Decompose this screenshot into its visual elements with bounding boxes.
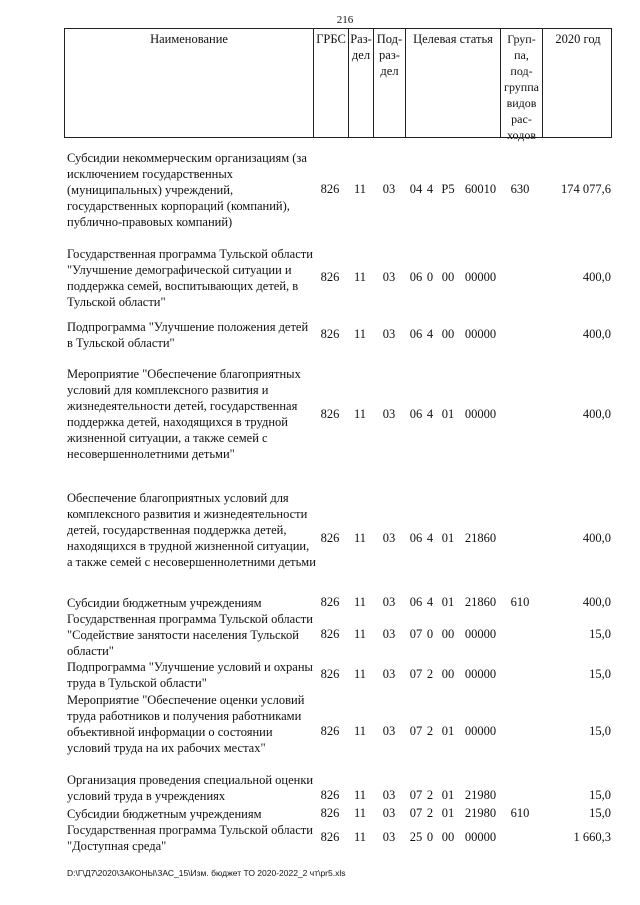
grbs-cell: 826 xyxy=(320,531,340,545)
target-part3-cell: 00 xyxy=(441,830,455,844)
razdel-cell: 11 xyxy=(353,407,367,421)
podrazdel-cell: 03 xyxy=(382,182,396,196)
target-part4-cell: 00000 xyxy=(464,270,497,284)
target-part2-cell: 2 xyxy=(426,667,434,681)
target-part2-cell: 2 xyxy=(426,806,434,820)
row-name: Субсидии бюджетным учреждениям xyxy=(67,807,262,821)
amount-cell: 15,0 xyxy=(589,724,611,738)
podrazdel-cell: 03 xyxy=(382,806,396,820)
target-part3-cell: 01 xyxy=(441,788,455,802)
target-part3-cell: P5 xyxy=(441,182,455,196)
row-name: Подпрограмма "Улучшение условий и охраны труда в Тульской области" xyxy=(67,660,313,690)
grbs-cell: 826 xyxy=(320,327,340,341)
razdel-cell: 11 xyxy=(353,667,367,681)
expense-group-cell: 630 xyxy=(510,182,530,196)
target-part3-cell: 00 xyxy=(441,270,455,284)
expense-group-cell: 610 xyxy=(510,806,530,820)
target-part3-cell: 01 xyxy=(441,724,455,738)
expense-group-cell: 610 xyxy=(510,595,530,609)
target-part2-cell: 4 xyxy=(426,595,434,609)
razdel-cell: 11 xyxy=(353,627,367,641)
row-name: Мероприятие "Обеспечение оценки условий труда работников и получения работниками объективной информации о состоянии условий труда на их рабочих местах" xyxy=(67,693,305,755)
grbs-cell: 826 xyxy=(320,182,340,196)
target-part4-cell: 00000 xyxy=(464,724,497,738)
target-part2-cell: 0 xyxy=(426,270,434,284)
row-name: Обеспечение благоприятных условий для комплексного развития и жизнедеятельности детей, государственная поддержка детей, находящихся в трудной жизненной ситуации, а также семей с несовершеннолетними детьми xyxy=(67,491,316,569)
target-part1-cell: 07 xyxy=(409,667,423,681)
row-name: Организация проведения специальной оценки условий труда в учреждениях xyxy=(67,773,314,803)
target-part2-cell: 4 xyxy=(426,182,434,196)
amount-cell: 400,0 xyxy=(582,595,611,609)
row-name: Государственная программа Тульской области "Улучшение демографической ситуации и поддержка семей, воспитывающих детей, в Тульской области" xyxy=(67,247,313,309)
target-part1-cell: 25 xyxy=(409,830,423,844)
row-name: Субсидии бюджетным учреждениям xyxy=(67,596,262,610)
table-header xyxy=(64,28,612,142)
amount-cell: 174 077,6 xyxy=(561,182,611,196)
amount-cell: 400,0 xyxy=(582,270,611,284)
target-part1-cell: 06 xyxy=(409,407,423,421)
target-part1-cell: 07 xyxy=(409,724,423,738)
podrazdel-cell: 03 xyxy=(382,270,396,284)
grbs-cell: 826 xyxy=(320,595,340,609)
grbs-cell: 826 xyxy=(320,627,340,641)
target-part3-cell: 01 xyxy=(441,806,455,820)
header-podrazdel: Под- раз- дел xyxy=(376,32,403,78)
amount-cell: 400,0 xyxy=(582,327,611,341)
amount-cell: 400,0 xyxy=(582,531,611,545)
podrazdel-cell: 03 xyxy=(382,595,396,609)
grbs-cell: 826 xyxy=(320,724,340,738)
grbs-cell: 826 xyxy=(320,407,340,421)
target-part1-cell: 07 xyxy=(409,788,423,802)
target-part2-cell: 0 xyxy=(426,830,434,844)
target-part4-cell: 21980 xyxy=(464,806,497,820)
razdel-cell: 11 xyxy=(353,531,367,545)
target-part1-cell: 06 xyxy=(409,327,423,341)
amount-cell: 15,0 xyxy=(589,788,611,802)
amount-cell: 15,0 xyxy=(589,806,611,820)
header-year: 2020 год xyxy=(555,32,601,46)
razdel-cell: 11 xyxy=(353,327,367,341)
grbs-cell: 826 xyxy=(320,667,340,681)
file-path-footer: D:\Г\Д7\2020\ЗАКОНЫ\ЗАС_15\Изм. бюджет ТО 2020-2022_2 чт\pr5.xls xyxy=(67,868,346,878)
target-part1-cell: 07 xyxy=(409,627,423,641)
podrazdel-cell: 03 xyxy=(382,627,396,641)
amount-cell: 400,0 xyxy=(582,407,611,421)
podrazdel-cell: 03 xyxy=(382,407,396,421)
razdel-cell: 11 xyxy=(353,806,367,820)
target-part2-cell: 2 xyxy=(426,788,434,802)
target-part4-cell: 60010 xyxy=(464,182,497,196)
razdel-cell: 11 xyxy=(353,724,367,738)
razdel-cell: 11 xyxy=(353,270,367,284)
grbs-cell: 826 xyxy=(320,830,340,844)
row-name: Подпрограмма "Улучшение положения детей в Тульской области" xyxy=(67,320,309,350)
podrazdel-cell: 03 xyxy=(382,327,396,341)
target-part4-cell: 00000 xyxy=(464,627,497,641)
podrazdel-cell: 03 xyxy=(382,788,396,802)
amount-cell: 15,0 xyxy=(589,667,611,681)
row-name: Государственная программа Тульской области "Доступная среда" xyxy=(67,823,313,853)
header-razdel: Раз- дел xyxy=(350,32,372,62)
razdel-cell: 11 xyxy=(353,788,367,802)
amount-cell: 1 660,3 xyxy=(573,830,611,844)
target-part3-cell: 01 xyxy=(441,531,455,545)
podrazdel-cell: 03 xyxy=(382,531,396,545)
target-part1-cell: 06 xyxy=(409,531,423,545)
target-part2-cell: 2 xyxy=(426,724,434,738)
target-part3-cell: 01 xyxy=(441,595,455,609)
razdel-cell: 11 xyxy=(353,830,367,844)
target-part1-cell: 06 xyxy=(409,595,423,609)
target-part4-cell: 00000 xyxy=(464,407,497,421)
row-name: Субсидии некоммерческим организациям (за исключением государственных (муниципальных) учреждений, государственных корпораций (компаний), публично-правовых компаний) xyxy=(67,151,307,229)
grbs-cell: 826 xyxy=(320,788,340,802)
grbs-cell: 826 xyxy=(320,270,340,284)
razdel-cell: 11 xyxy=(353,182,367,196)
target-part2-cell: 4 xyxy=(426,407,434,421)
target-part4-cell: 21860 xyxy=(464,595,497,609)
podrazdel-cell: 03 xyxy=(382,830,396,844)
target-part2-cell: 4 xyxy=(426,531,434,545)
header-name: Наименование xyxy=(150,32,228,46)
target-part4-cell: 00000 xyxy=(464,830,497,844)
target-part2-cell: 0 xyxy=(426,627,434,641)
target-part3-cell: 00 xyxy=(441,327,455,341)
target-part3-cell: 01 xyxy=(441,407,455,421)
target-part4-cell: 21980 xyxy=(464,788,497,802)
grbs-cell: 826 xyxy=(320,806,340,820)
podrazdel-cell: 03 xyxy=(382,667,396,681)
target-part1-cell: 07 xyxy=(409,806,423,820)
target-part2-cell: 4 xyxy=(426,327,434,341)
header-expense-group: Груп- па, под- группа видов рас- ходов xyxy=(504,32,539,142)
target-part4-cell: 00000 xyxy=(464,327,497,341)
razdel-cell: 11 xyxy=(353,595,367,609)
page-number: 216 xyxy=(336,14,354,26)
podrazdel-cell: 03 xyxy=(382,724,396,738)
amount-cell: 15,0 xyxy=(589,627,611,641)
target-part3-cell: 00 xyxy=(441,627,455,641)
header-target: Целевая статья xyxy=(413,32,493,46)
header-grbs: ГРБС xyxy=(316,32,346,46)
target-part3-cell: 00 xyxy=(441,667,455,681)
target-part1-cell: 06 xyxy=(409,270,423,284)
target-part4-cell: 00000 xyxy=(464,667,497,681)
target-part4-cell: 21860 xyxy=(464,531,497,545)
row-name: Мероприятие "Обеспечение благоприятных условий для комплексного развития и жизнедеятельности детей, государственная поддержка детей, находящихся в трудной жизненной ситуации, а также семей с несовершеннолетними детьми" xyxy=(67,367,301,461)
target-part1-cell: 04 xyxy=(409,182,423,196)
row-name: Государственная программа Тульской области "Содействие занятости населения Тульской области" xyxy=(67,612,313,658)
